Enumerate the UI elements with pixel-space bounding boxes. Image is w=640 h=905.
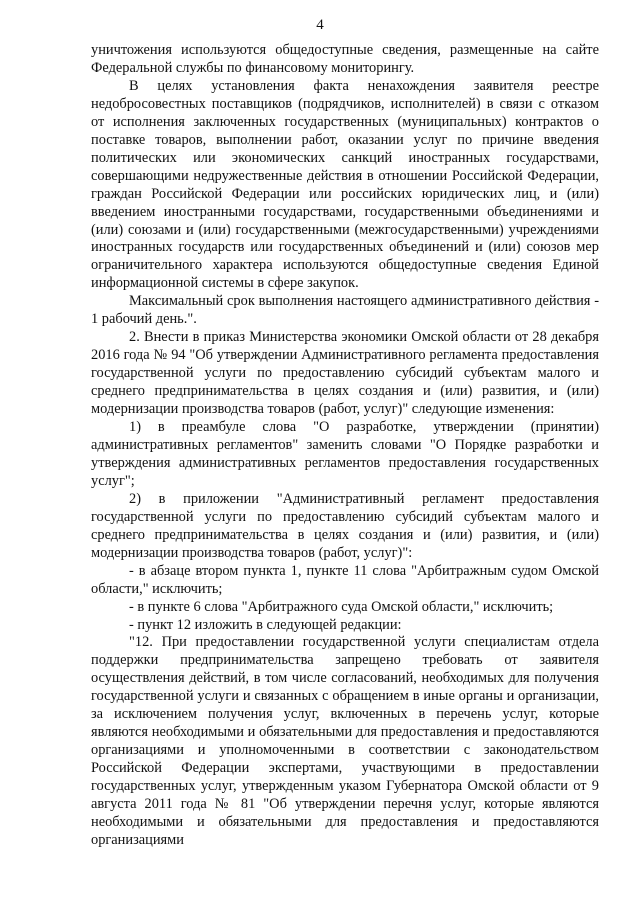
document-body xyxy=(91,42,599,850)
page-number: 4 xyxy=(316,17,324,33)
paragraph: 1) в преамбуле слова "О разработке, утверждении (принятии) административных регламентов" заменить словами "О Порядке разработки и утверждения административных регламентов предоставления государственных услуг"; xyxy=(91,419,599,489)
paragraph: - в абзаце втором пункта 1, пункте 11 слова "Арбитражным судом Омской области," исключить; xyxy=(91,562,599,597)
paragraph: "12. При предоставлении государственной услуги специалистам отдела поддержки предпринимательства запрещено требовать от заявителя осуществления действий, в том числе согласований, необходимых для получения государственной услуги и связанных с обращением в иные органы и организации, за исключением получения услуг, включенных в перечень услуг, которые являются необходимыми и обязательными для предоставления и предоставляются организациями и уполномоченными в соответствии с законодательством Российской Федерации экспертами, участвующими в предоставлении государственных услуг, утвержденным указом Губернатора Омской области от 9 августа 2011 года № 81 "Об утверждении перечня услуг, которые являются необходимыми и обязательными для предоставления и предоставляются организациями xyxy=(91,634,599,848)
paragraph: 2. Внести в приказ Министерства экономики Омской области от 28 декабря 2016 года № 94 "Об утверждении Административного регламента предоставления государственной услуги по предоставлению субсидий субъектам малого и среднего предпринимательства в целях создания и (или) развития, и (или) модернизации производства товаров (работ, услуг)" следующие изменения: xyxy=(91,329,599,418)
paragraph: 2) в приложении "Административный регламент предоставления государственной услуги по предоставлению субсидий субъектам малого и среднего предпринимательства в целях создания и (или) развития, и (или) модернизации производства товаров (работ, услуг)": xyxy=(91,490,599,561)
paragraph: Максимальный срок выполнения настоящего административного действия - 1 рабочий день.". xyxy=(91,293,599,328)
paragraph: уничтожения используются общедоступные сведения, размещенные на сайте Федеральной службы по финансовому мониторингу. xyxy=(91,42,599,76)
paragraph: - пункт 12 изложить в следующей редакции: xyxy=(129,616,402,633)
paragraph: В целях установления факта ненахождения заявителя реестре недобросовестных поставщиков (подрядчиков, исполнителей) в связи с отказом от исполнения заключенных государственных (муниципальных) контрактов о поставке товаров, выполнении работ, оказании услуг по причине введения политических или экономических санкций иностранных государствами, совершающими недружественные действия в отношении Российской Федерации, граждан Российской Федерации или российских юридических лиц, и (или) введением иностранными государствами, государственными объединениями и (или) союзами и (или) государственными (межгосударственными) учреждениями иностранных государств или государственных объединений и (или) союзов мер ограничительного характера используются общедоступные сведения Единой информационной системы в сфере закупок. xyxy=(91,77,599,292)
paragraph: - в пункте 6 слова "Арбитражного суда Омской области," исключить; xyxy=(129,598,554,615)
